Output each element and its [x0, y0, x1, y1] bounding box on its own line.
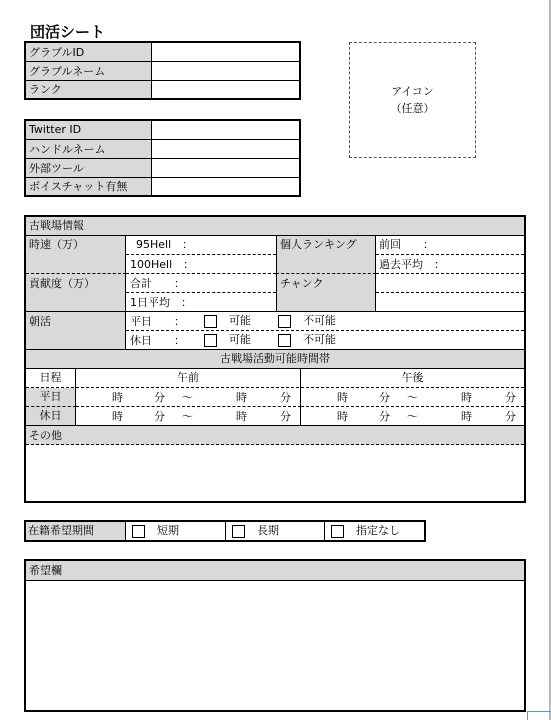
minute-label: 分 [154, 391, 165, 404]
prev-rank-label: 前回 ： [379, 238, 434, 251]
minute-label: 分 [505, 410, 516, 423]
am-label: 午前 [177, 371, 199, 384]
page-title: 団活シート [30, 23, 106, 41]
asakatsu-weekday-label: 平日 ： [130, 315, 185, 328]
wishes-label: 希望欄 [29, 564, 62, 577]
schedule-label: 日程 [39, 371, 62, 384]
activity-header-label: 古戦場活動可能時間帯 [220, 352, 330, 365]
rank-field[interactable] [151, 80, 300, 99]
weekday-pm-range[interactable] [301, 388, 524, 407]
tilde-label: ～ [407, 410, 418, 423]
long-label: 長期 [257, 524, 279, 537]
speed-label: 時速（万） [29, 238, 84, 251]
handle-name-field[interactable] [151, 139, 300, 158]
enrollment-label: 在籍希望期間 [28, 524, 94, 537]
enrollment-label-cell [26, 522, 126, 540]
hour-label: 時 [461, 410, 472, 423]
activity-header [26, 350, 524, 369]
icon-placeholder[interactable] [349, 42, 476, 158]
impossible-label: 不可能 [303, 333, 336, 346]
chank-field-1[interactable] [376, 274, 524, 293]
time-grid-header-row [26, 369, 524, 388]
enrollment-short-option[interactable] [126, 522, 226, 540]
minute-label: 分 [505, 391, 516, 404]
wishes-field[interactable] [26, 581, 524, 710]
enrollment-long-option[interactable] [226, 522, 325, 540]
asakatsu-holiday-label: 休日 ： [130, 334, 185, 347]
schedule-header [26, 369, 76, 388]
twitter-id-label: Twitter ID [25, 120, 151, 139]
asakatsu-label: 朝活 [29, 315, 51, 328]
checkbox-icon[interactable] [204, 334, 217, 347]
chank-field-2[interactable] [376, 293, 524, 312]
icon-label: アイコン [391, 85, 434, 98]
asakatsu-holiday-row [126, 331, 524, 350]
tilde-label: ～ [407, 391, 418, 404]
granblue-id-field[interactable] [151, 42, 300, 61]
voice-chat-field[interactable] [151, 177, 300, 196]
rank-label: ランク [25, 80, 151, 99]
avg-rank-label: 過去平均 ： [379, 258, 445, 271]
hour-label: 時 [461, 391, 472, 404]
asakatsu-label-cell [26, 312, 126, 350]
kosenjo-header [26, 217, 524, 236]
asakatsu-holiday-possible-option[interactable] [204, 333, 251, 347]
asakatsu-weekday-row [126, 312, 524, 331]
speed-label-cell [26, 236, 126, 274]
impossible-label: 不可能 [303, 314, 336, 327]
holiday-pm-range[interactable] [301, 407, 524, 426]
profile-table-1 [24, 41, 301, 100]
daily-avg-label: 1日平均 ： [130, 296, 192, 309]
checkbox-icon[interactable] [331, 525, 344, 538]
weekday-am-range[interactable] [76, 388, 301, 407]
daily-avg-cell[interactable] [126, 293, 276, 312]
row-holiday-label: 休日 [39, 409, 62, 422]
enrollment-none-option[interactable] [325, 522, 424, 540]
asakatsu-weekday-impossible-option[interactable] [278, 314, 336, 328]
external-tool-field[interactable] [151, 158, 300, 177]
asakatsu-weekday-possible-option[interactable] [204, 314, 251, 328]
wishes-section [24, 559, 526, 712]
ranking-label: 個人ランキング [280, 238, 357, 251]
checkbox-icon[interactable] [204, 315, 217, 328]
granblue-name-label: グラブルネーム [25, 61, 151, 80]
ranking-label-cell [276, 236, 376, 274]
tilde-label: ～ [182, 391, 193, 404]
checkbox-icon[interactable] [278, 315, 291, 328]
hour-label: 時 [236, 391, 247, 404]
none-label: 指定なし [356, 524, 400, 537]
holiday-am-range[interactable] [76, 407, 301, 426]
hour-label: 時 [337, 410, 348, 423]
pm-header [301, 369, 524, 388]
hour-label: 時 [112, 410, 123, 423]
wishes-header [26, 561, 524, 581]
granblue-name-field[interactable] [151, 61, 300, 80]
short-label: 短期 [157, 524, 179, 537]
total-cell[interactable] [126, 274, 276, 293]
kosenjo-header-label: 古戦場情報 [29, 219, 84, 232]
other-header [26, 426, 524, 445]
hour-label: 時 [236, 410, 247, 423]
asakatsu-holiday-impossible-option[interactable] [278, 333, 336, 347]
icon-optional-label: （任意） [390, 102, 435, 115]
possible-label: 可能 [229, 333, 251, 346]
row-weekday-label: 平日 [39, 390, 62, 403]
contrib-label-cell [26, 274, 126, 312]
profile-table-2 [24, 119, 301, 197]
pm-label: 午後 [401, 371, 424, 384]
checkbox-icon[interactable] [132, 525, 145, 538]
other-label: その他 [29, 429, 62, 442]
handle-name-label: ハンドルネーム [25, 139, 151, 158]
other-field[interactable] [26, 445, 524, 501]
minute-label: 分 [154, 410, 165, 423]
minute-label: 分 [379, 391, 390, 404]
hell95-label: 95Hell ： [136, 238, 194, 251]
hell100-label: 100Hell ： [130, 258, 195, 271]
possible-label: 可能 [229, 314, 251, 327]
row-holiday-label-cell [26, 407, 76, 426]
total-label: 合計 ： [130, 277, 185, 290]
voice-chat-label: ボイスチャット有無 [25, 177, 151, 196]
checkbox-icon[interactable] [232, 525, 245, 538]
granblue-id-label: グラブルID [25, 42, 151, 61]
enrollment-row [24, 520, 426, 542]
external-tool-label: 外部ツール [25, 158, 151, 177]
minute-label: 分 [280, 391, 291, 404]
page-corner-marker [527, 711, 551, 720]
hour-label: 時 [112, 391, 123, 404]
kosenjo-section [24, 215, 526, 503]
hell95-cell[interactable] [126, 236, 276, 255]
chank-label: チャンク [280, 277, 324, 290]
chank-label-cell [276, 274, 376, 312]
row-weekday-label-cell [26, 388, 76, 407]
checkbox-icon[interactable] [278, 334, 291, 347]
contrib-label: 貢献度（万） [29, 277, 95, 290]
hell100-cell[interactable] [126, 255, 276, 274]
twitter-id-field[interactable] [151, 120, 300, 139]
minute-label: 分 [379, 410, 390, 423]
hour-label: 時 [337, 391, 348, 404]
am-header [76, 369, 301, 388]
tilde-label: ～ [182, 410, 193, 423]
minute-label: 分 [280, 410, 291, 423]
avg-rank-cell[interactable] [376, 255, 524, 274]
prev-rank-cell[interactable] [376, 236, 524, 255]
